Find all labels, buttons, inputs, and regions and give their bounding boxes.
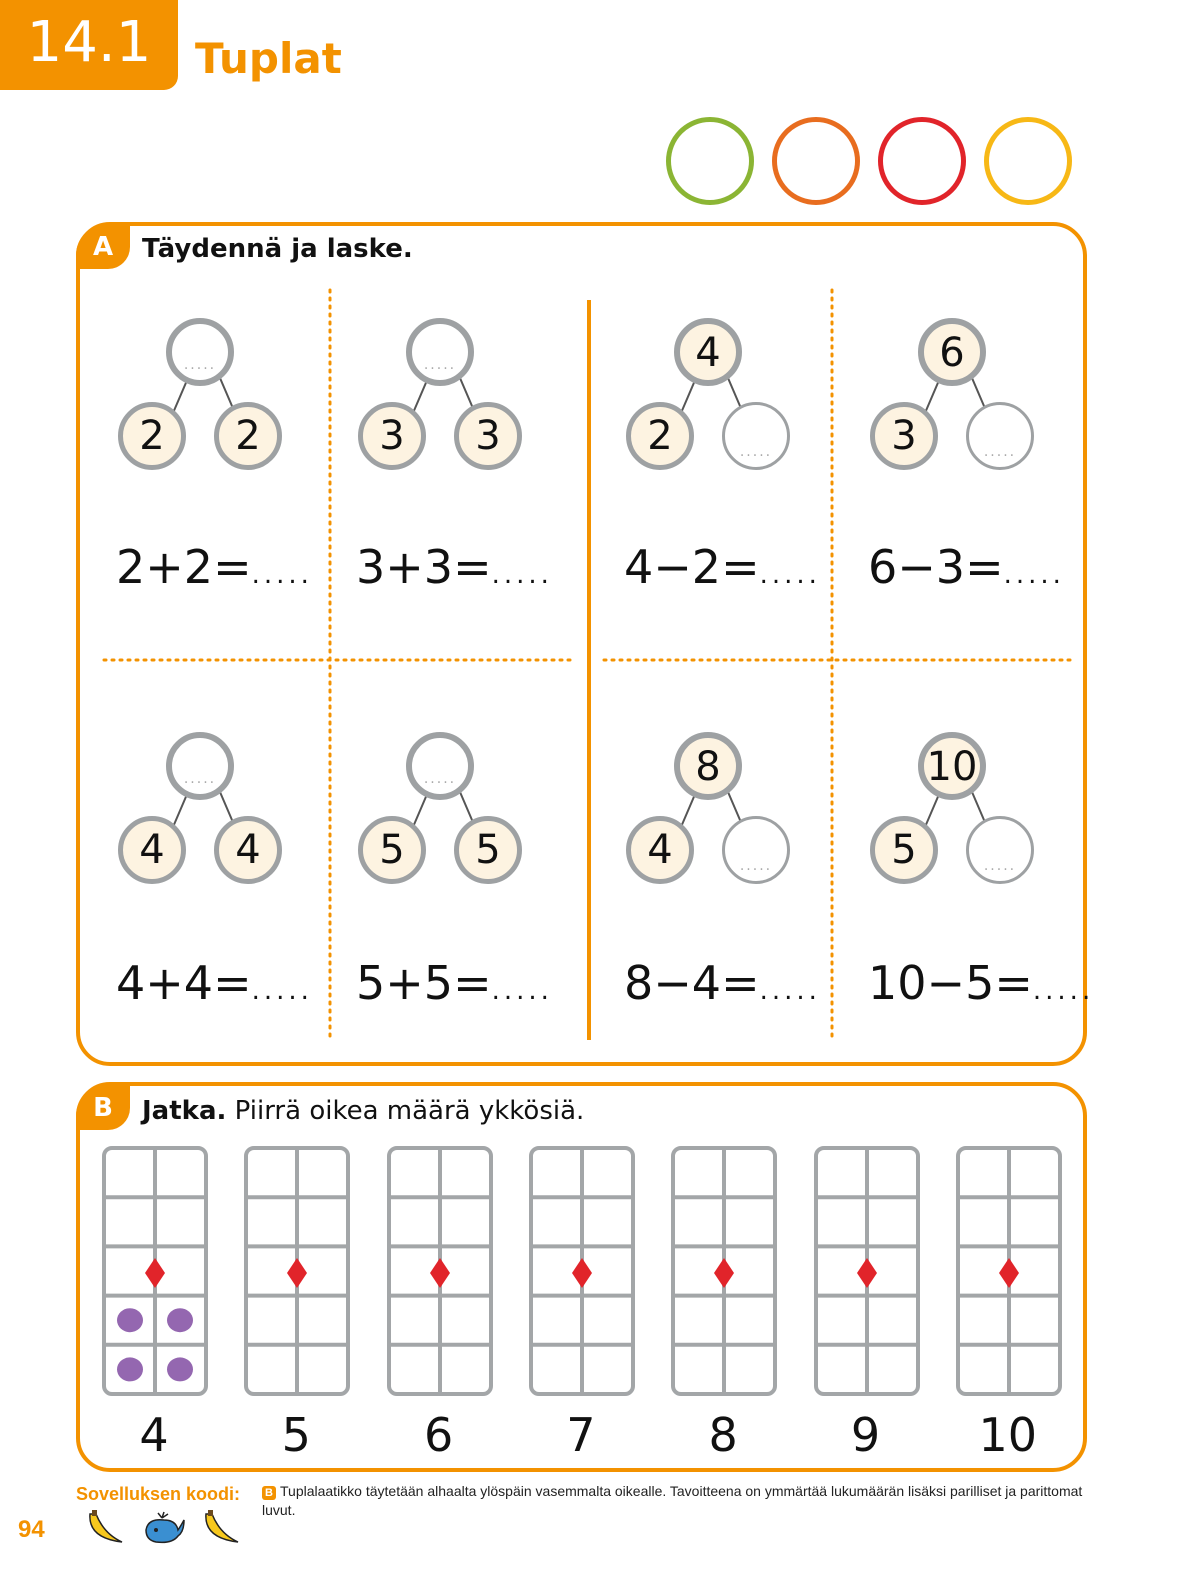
bond-part-right: 5 bbox=[454, 816, 522, 884]
bond-whole[interactable] bbox=[406, 318, 474, 386]
frame-number-label: 7 bbox=[566, 1408, 596, 1462]
bond-part-right: 2 bbox=[214, 402, 282, 470]
frame-number-label: 10 bbox=[978, 1408, 1038, 1462]
chapter-title: Tuplat bbox=[195, 34, 342, 83]
equation-text: 3+3= bbox=[356, 540, 492, 594]
bond-whole: 4 bbox=[674, 318, 742, 386]
bond-part-left: 5 bbox=[358, 816, 426, 884]
bond-whole: 10 bbox=[918, 732, 986, 800]
answer-blank[interactable]: ..... bbox=[759, 976, 821, 1006]
teacher-note bbox=[262, 1482, 1092, 1520]
section-b-tab: B bbox=[76, 1086, 130, 1130]
bond-part-right[interactable] bbox=[966, 816, 1034, 884]
bond-part-left: 2 bbox=[626, 402, 694, 470]
frame-number-label: 4 bbox=[139, 1408, 169, 1462]
bond-part-left: 5 bbox=[870, 816, 938, 884]
double-frame[interactable] bbox=[387, 1146, 493, 1396]
equation-text: 6−3= bbox=[868, 540, 1004, 594]
counter-dot bbox=[167, 1308, 193, 1332]
section-b-instruction-rest: Piirrä oikea määrä ykkösiä. bbox=[226, 1096, 585, 1126]
frame-number-label: 5 bbox=[281, 1408, 311, 1462]
answer-blank[interactable]: ..... bbox=[251, 976, 313, 1006]
equation-text: 4−2= bbox=[624, 540, 760, 594]
counter-dot bbox=[167, 1357, 193, 1381]
bond-whole[interactable] bbox=[406, 732, 474, 800]
bond-part-right: 3 bbox=[454, 402, 522, 470]
equation-text: 4+4= bbox=[116, 956, 252, 1010]
equation bbox=[356, 540, 553, 594]
chapter-number: 14.1 bbox=[26, 10, 152, 75]
equation bbox=[116, 540, 313, 594]
bond-whole: 6 bbox=[918, 318, 986, 386]
equation bbox=[116, 956, 313, 1010]
double-frame[interactable] bbox=[529, 1146, 635, 1396]
frame-number-label: 8 bbox=[708, 1408, 738, 1462]
bond-whole[interactable] bbox=[166, 732, 234, 800]
section-b-instruction bbox=[142, 1096, 584, 1126]
bond-part-right[interactable] bbox=[722, 402, 790, 470]
answer-blank[interactable]: ..... bbox=[1032, 976, 1095, 1006]
equation-text: 8−4= bbox=[624, 956, 760, 1010]
page-number: 94 bbox=[18, 1516, 45, 1543]
double-frame[interactable] bbox=[956, 1146, 1062, 1396]
section-b-instruction-bold: Jatka. bbox=[142, 1096, 227, 1126]
bond-whole: 8 bbox=[674, 732, 742, 800]
section-a-instruction: Täydennä ja laske. bbox=[142, 234, 413, 264]
answer-blank[interactable]: ..... bbox=[1003, 560, 1065, 590]
equation-text: 5+5= bbox=[356, 956, 492, 1010]
bond-part-left: 3 bbox=[358, 402, 426, 470]
counter-dot bbox=[117, 1357, 143, 1381]
equation bbox=[868, 540, 1065, 594]
bond-part-right: 4 bbox=[214, 816, 282, 884]
equation bbox=[868, 956, 1094, 1010]
bond-part-left: 2 bbox=[118, 402, 186, 470]
bond-part-right[interactable] bbox=[966, 402, 1034, 470]
equation-text: 10−5= bbox=[868, 956, 1033, 1010]
equation bbox=[624, 956, 821, 1010]
note-text: Tuplalaatikko täytetään alhaalta ylöspäin vasemmalta oikealle. Tavoitteena on ymmärtää lukumäärän lisäksi parilliset ja parittomat luvut. bbox=[262, 1483, 1083, 1518]
section-a-tab: A bbox=[76, 225, 130, 269]
equation-text: 2+2= bbox=[116, 540, 252, 594]
double-frame[interactable] bbox=[671, 1146, 777, 1396]
banana-icon bbox=[200, 1508, 244, 1548]
bond-part-left: 4 bbox=[626, 816, 694, 884]
answer-blank[interactable]: ..... bbox=[491, 976, 553, 1006]
counter-dot bbox=[117, 1308, 143, 1332]
double-frame[interactable] bbox=[814, 1146, 920, 1396]
equation bbox=[624, 540, 821, 594]
frame-number-label: 6 bbox=[423, 1408, 454, 1462]
double-frame[interactable] bbox=[244, 1146, 350, 1396]
answer-blank[interactable]: ..... bbox=[491, 560, 553, 590]
bond-part-left: 3 bbox=[870, 402, 938, 470]
note-badge: B bbox=[262, 1486, 276, 1500]
app-code-label: Sovelluksen koodi: bbox=[76, 1484, 241, 1504]
double-frame[interactable] bbox=[102, 1146, 208, 1396]
bond-part-right[interactable] bbox=[722, 816, 790, 884]
equation bbox=[356, 956, 553, 1010]
banana-icon bbox=[84, 1508, 128, 1548]
bond-part-left: 4 bbox=[118, 816, 186, 884]
whale-icon bbox=[142, 1508, 186, 1548]
bond-whole[interactable] bbox=[166, 318, 234, 386]
answer-blank[interactable]: ..... bbox=[251, 560, 313, 590]
answer-blank[interactable]: ..... bbox=[759, 560, 821, 590]
frame-number-label: 9 bbox=[850, 1408, 881, 1462]
